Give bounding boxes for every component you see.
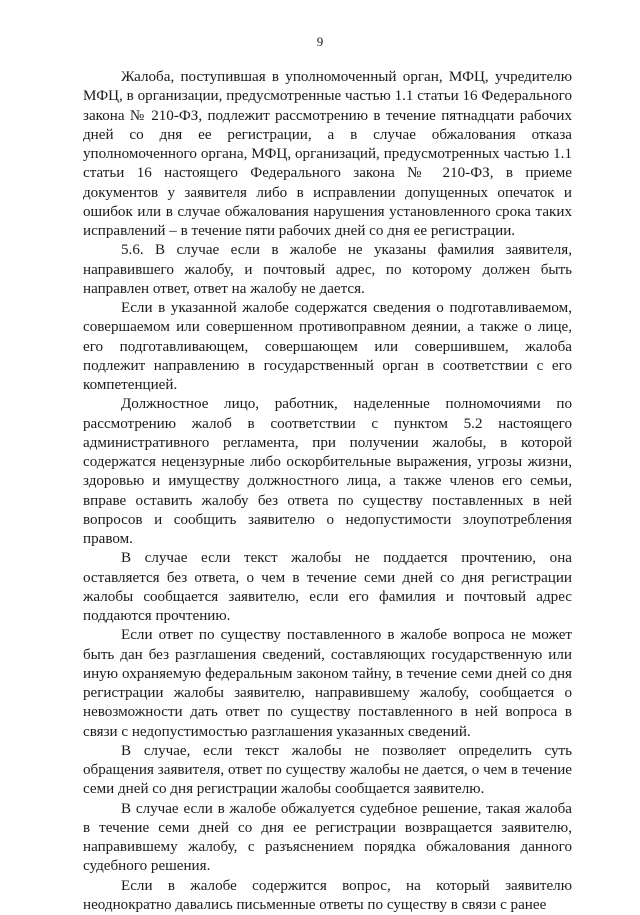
paragraph-court-decision: В случае если в жалобе обжалуется судебное решение, такая жалоба в течение семи дней со дня ее регистрации возвращается заявителю, направившему жалобу, с разъяснением порядка обжалования данного судебного решения.	[83, 800, 572, 877]
paragraph-offensive-language: Должностное лицо, работник, наделенные полномочиями по рассмотрению жалоб в соответствии с пунктом 5.2 настоящего административного регламента, при получении жалобы, в которой содержатся нецензурные либо оскорбительные выражения, угрозы жизни, здоровью и имуществу должностного лица, а также членов его семьи, вправе оставить жалобу без ответа по существу поставленных в ней вопросов и сообщить заявителю о недопустимости злоупотребления правом.	[83, 395, 572, 549]
paragraph-unlawful-act-info: Если в указанной жалобе содержатся сведения о подготавливаемом, совершаемом или совершенном противоправном деянии, а также о лице, его подготавливающем, совершающем или совершившем, жалоба подлежит направлению в государственный орган в соответствии с его компетенцией.	[83, 299, 572, 395]
paragraph-complaint-review-terms: Жалоба, поступившая в уполномоченный орган, МФЦ, учредителю МФЦ, в организации, предусмотренные частью 1.1 статьи 16 Федерального закона № 210-ФЗ, подлежит рассмотрению в течение пятнадцати рабочих дней со дня ее регистрации, а в случае обжалования отказа уполномоченного органа, МФЦ, организаций, предусмотренных частью 1.1 статьи 16 настоящего Федерального закона № 210-ФЗ, в приеме документов у заявителя либо в исправлении допущенных опечаток и ошибок или в случае обжалования нарушения установленного срока таких исправлений – в течение пяти рабочих дней со дня ее регистрации.	[83, 68, 572, 241]
page-number: 9	[0, 34, 640, 50]
document-body	[83, 68, 572, 915]
paragraph-repeated-question: Если в жалобе содержится вопрос, на который заявителю неоднократно давались письменные ответы по существу в связи с ранее	[83, 877, 572, 915]
paragraph-state-secret: Если ответ по существу поставленного в жалобе вопроса не может быть дан без разглашения сведений, составляющих государственную или иную охраняемую федеральным законом тайну, в течение семи дней со дня регистрации жалобы заявителю, направившему жалобу, сообщается о невозможности дать ответ по существу поставленного в ней вопроса в связи с недопустимостью разглашения указанных сведений.	[83, 626, 572, 742]
paragraph-5-6-no-name-address: 5.6. В случае если в жалобе не указаны фамилия заявителя, направившего жалобу, и почтовый адрес, по которому должен быть направлен ответ, ответ на жалобу не дается.	[83, 241, 572, 299]
paragraph-unreadable-text: В случае если текст жалобы не поддается прочтению, она оставляется без ответа, о чем в течение семи дней со дня регистрации жалобы сообщается заявителю, если его фамилия и почтовый адрес поддаются прочтению.	[83, 549, 572, 626]
paragraph-unclear-essence: В случае, если текст жалобы не позволяет определить суть обращения заявителя, ответ по существу жалобы не дается, о чем в течение семи дней со дня регистрации жалобы сообщается заявителю.	[83, 742, 572, 800]
